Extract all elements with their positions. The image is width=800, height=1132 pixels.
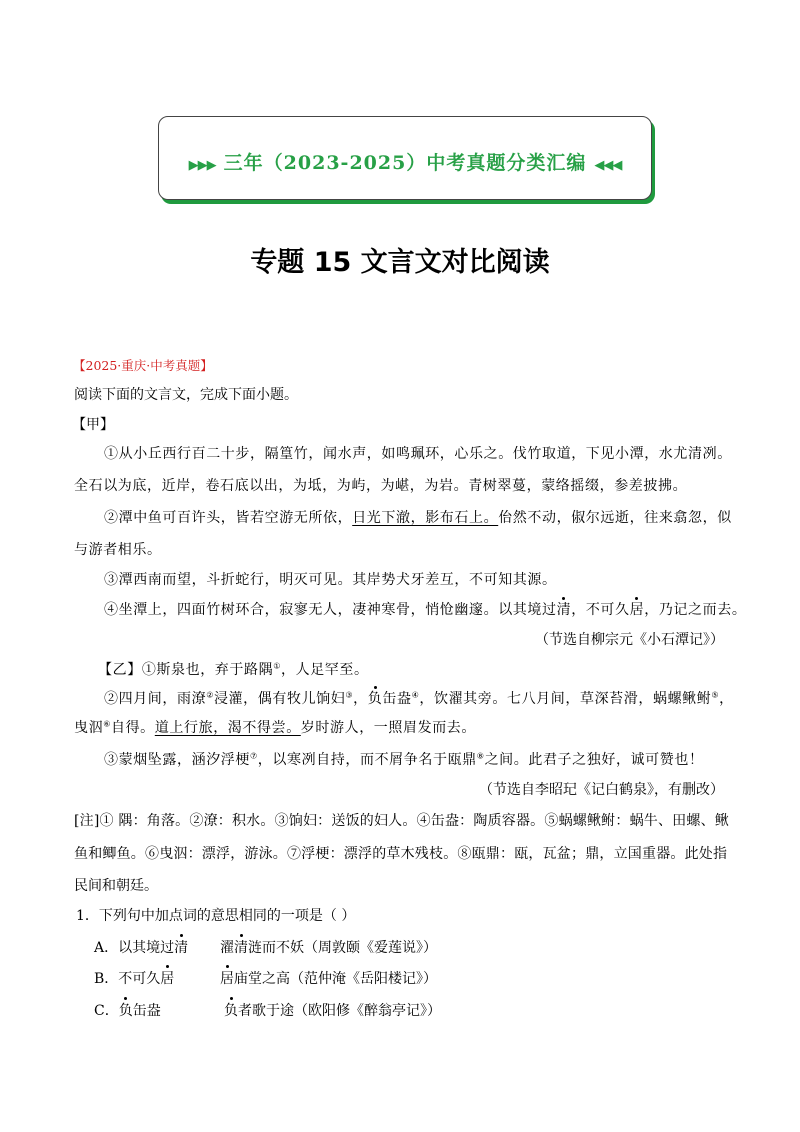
dotted-char: 居 <box>160 968 174 988</box>
left-arrows-icon: ▶▶▶ <box>188 158 216 173</box>
banner-text <box>159 148 651 175</box>
dotted-char: 清 <box>556 602 572 618</box>
yi-label: 【乙】 <box>98 662 142 678</box>
yi-source: （节选自李昭玘《记白鹤泉》，有删改） <box>479 782 724 798</box>
dotted-char: 负 <box>367 691 383 707</box>
option-b-compare: 居庙堂之高（范仲淹《岳阳楼记》） <box>220 968 437 988</box>
option-a: A．以其境过清 <box>94 937 188 957</box>
notes-line1: [注]① 隅：角落。②潦：积水。③饷妇：送饭的妇人。④缶盎：陶质容器。⑤蜗螺鳅鲋：蜗牛、田螺、鳅 <box>74 813 729 829</box>
jia-p4: ④坐潭上，四面竹树环合，寂寥无人，凄神寒骨，悄怆幽邃。以其境过清，不可久居，乃记之而去。 <box>104 602 747 618</box>
right-arrows-icon: ◀◀◀ <box>594 158 622 173</box>
jia-p1-line2: 全石以为底，近岸，卷石底以出，为坻，为屿，为嵁，为岩。青树翠蔓，蒙络摇缀，参差披拂。 <box>74 478 688 494</box>
option-c-compare: 负者歌于途（欧阳修《醉翁亭记》） <box>224 1000 441 1020</box>
underlined-sentence: 道上行旅，渴不得尝。 <box>154 720 301 736</box>
yi-p2-line2: 曳泅⑥自得。道上行旅，渴不得尝。岁时游人，一照眉发而去。 <box>74 719 476 736</box>
dotted-char: 居 <box>629 602 645 618</box>
source-tag: 【2025·重庆·中考真题】 <box>73 358 213 373</box>
header-banner <box>158 116 652 200</box>
option-b: B．不可久居 <box>94 968 174 988</box>
option-c: C．负缶盎 <box>94 1000 161 1020</box>
notes-line2: 鱼和鲫鱼。⑥曳泅：漂浮，游泳。⑦浮梗：漂浮的草木残枝。⑧瓯鼎：瓯，瓦盆；鼎，立国重器。此处指 <box>74 846 728 862</box>
jia-p1-line1: ①从小丘西行百二十步，隔篁竹，闻水声，如鸣珮环，心乐之。伐竹取道，下见小潭，水尤清冽。 <box>104 446 732 462</box>
dotted-char: 清 <box>174 937 188 957</box>
banner-title: 三年（2023-2025）中考真题分类汇编 <box>223 152 587 174</box>
option-a-compare: 濯清涟而不妖（周敦颐《爱莲说》） <box>220 937 437 957</box>
dotted-char: 负 <box>119 1000 133 1020</box>
notes-line3: 民间和朝廷。 <box>74 878 158 894</box>
dotted-char: 清 <box>234 937 248 957</box>
dotted-char: 居 <box>220 968 234 988</box>
jia-label: 【甲】 <box>72 417 114 433</box>
yi-p1: 【乙】①斯泉也，弃于路隅①，人足罕至。 <box>98 661 369 678</box>
question-stem: 1．下列句中加点词的意思相同的一项是（ ） <box>76 908 356 924</box>
jia-p2-line2: 与游者相乐。 <box>74 542 162 558</box>
dotted-char: 负 <box>224 1000 238 1020</box>
page-title: 专题 15 文言文对比阅读 <box>250 247 550 278</box>
underlined-sentence: 日光下澈，影布石上。 <box>352 510 499 526</box>
instruction: 阅读下面的文言文，完成下面小题。 <box>74 387 298 403</box>
jia-p2-line1: ②潭中鱼可百许头，皆若空游无所依，日光下澈，影布石上。佁然不动，俶尔远逝，往来翕忽，似 <box>104 510 732 526</box>
jia-p3: ③潭西南而望，斗折蛇行，明灭可见。其岸势犬牙差互，不可知其源。 <box>104 572 557 588</box>
yi-p3: ③蒙烟坠露，涵汐浮梗⑦，以寒冽自持，而不屑争名于瓯鼎⑧之间。此君子之独好，诚可赞也！ <box>104 751 704 768</box>
jia-source: （节选自柳宗元《小石潭记》） <box>535 632 724 648</box>
yi-p2-line1: ②四月间，雨潦②浸灌，偶有牧儿饷妇③，负缶盎④，饮濯其旁。七八月间，草深苔滑，蜗螺鳅鲋⑤， <box>104 690 734 707</box>
